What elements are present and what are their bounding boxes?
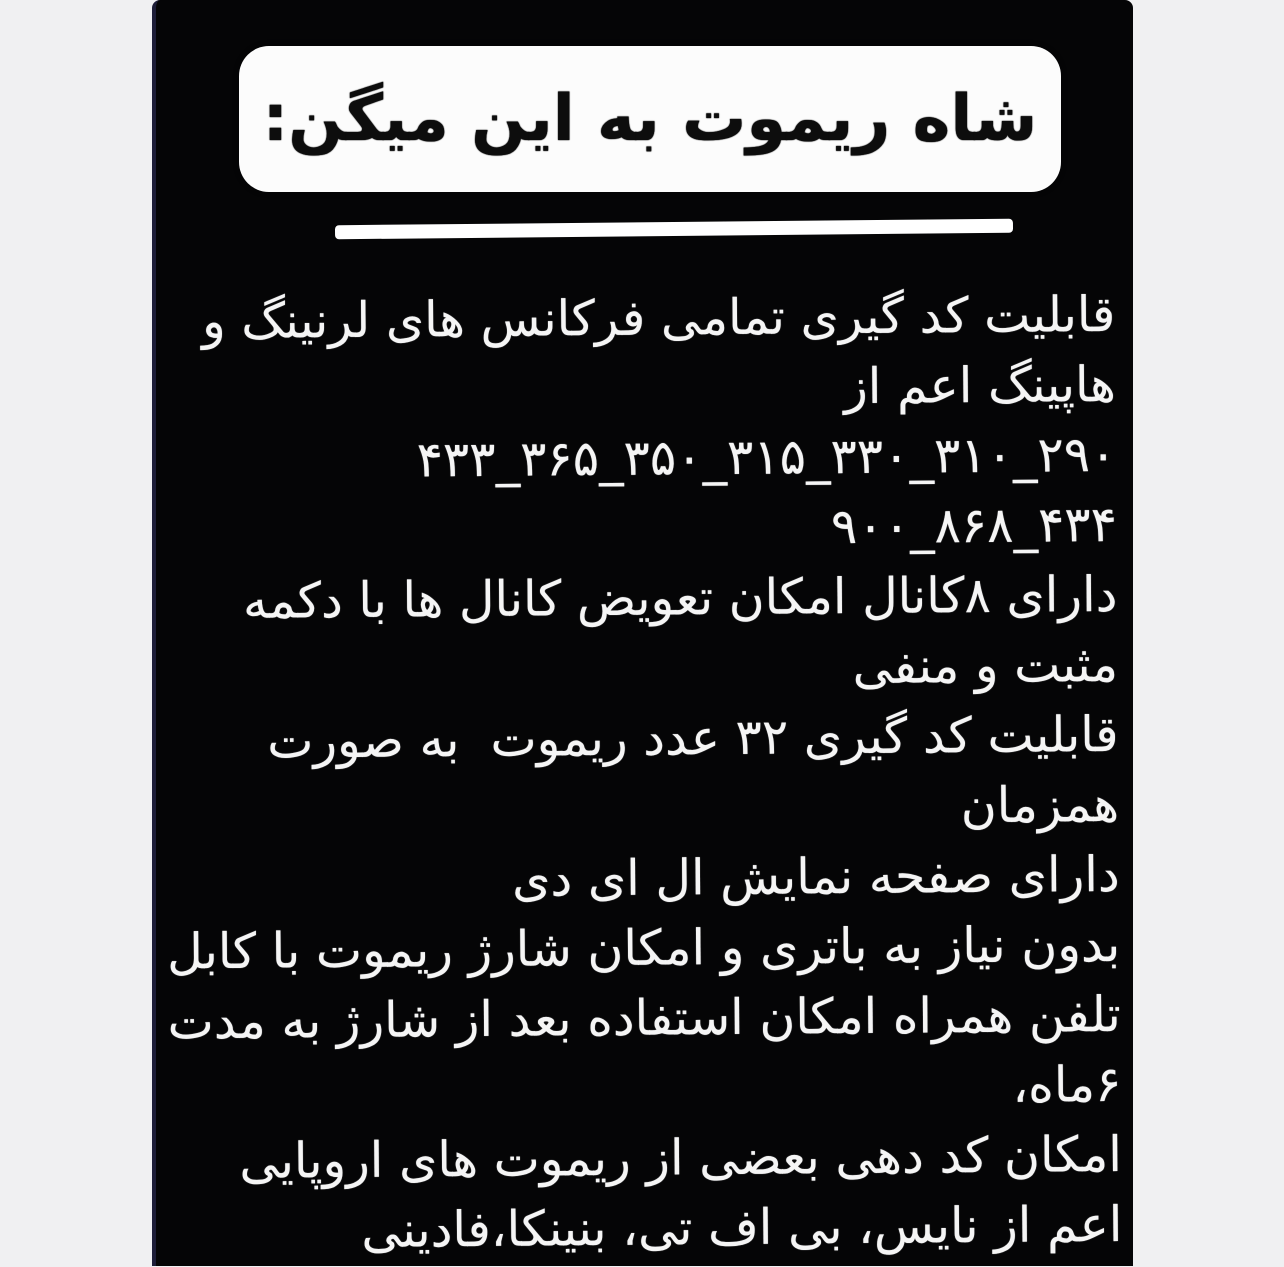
body-line: تلفن همراه امکان استفاده بعد از شارژ به مدت [167,985,1121,1051]
body-line: ۴۳۴_۸۶۸_۹۰۰ [830,495,1118,556]
body-line: هاپینگ اعم از [843,355,1117,416]
body-line: اعم از نایس، بی اف تی، بنینکا،فادینی [361,1195,1123,1259]
body-text [166,280,1123,1267]
body-line: دارای ۸کانال امکان تعویض کانال ها با دکمه [242,565,1118,630]
body-line: بدون نیاز به باتری و امکان شارژ ریموت با کابل [166,915,1121,981]
body-line: ۶ماه، [1012,1055,1122,1114]
title-text: شاه ریموت به این میگن: [262,82,1038,156]
body-line: قابلیت کد گیری تمامی فرکانس های لرنینگ و [201,285,1116,351]
body-line: مثبت و منفی [852,635,1119,696]
body-line: ۲۹۰_۳۱۰_۳۳۰_۳۱۵_۳۵۰_۳۶۵_۴۳۳ [416,425,1117,489]
title-underline [335,219,1013,240]
body-line: همزمان [960,775,1120,835]
body-line: قابلیت کد گیری ۳۲ عدد ریموت به صورت [266,705,1119,770]
title-box [239,46,1061,192]
body-line: دارای صفحه نمایش ال ای دی [511,845,1120,908]
black-card [152,0,1133,1266]
body-line: امکان کد دهی بعضی از ریموت های اروپایی [239,1125,1123,1190]
